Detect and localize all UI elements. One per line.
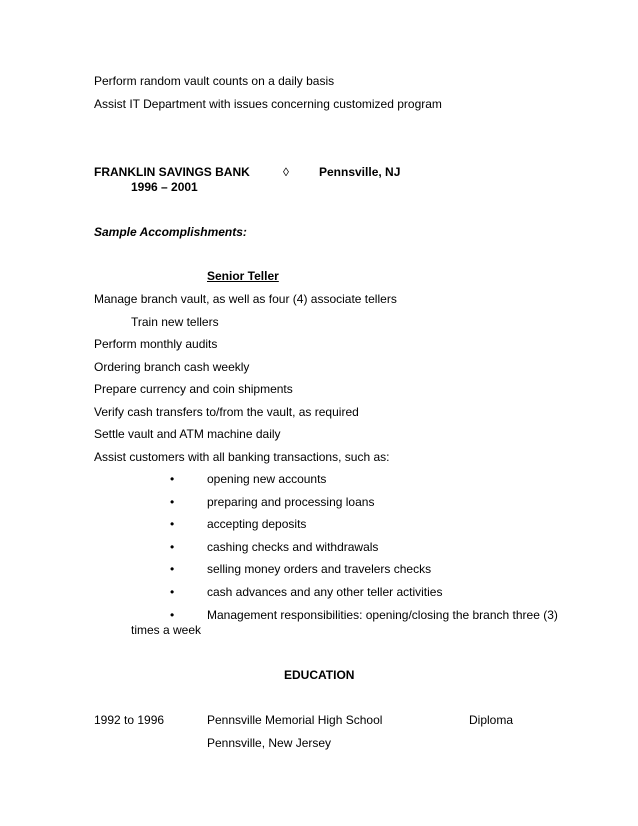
employer-name: FRANKLIN SAVINGS BANK [94, 165, 250, 179]
education-heading: EDUCATION [284, 668, 355, 682]
bullet-icon: • [170, 517, 175, 531]
bullet-icon: • [170, 495, 175, 509]
employer-location: Pennsville, NJ [319, 165, 401, 179]
duty-line: Manage branch vault, as well as four (4) associate tellers [94, 292, 397, 306]
separator-diamond-icon: ◊ [283, 165, 289, 179]
accomplishments-heading: Sample Accomplishments: [94, 225, 247, 239]
bullet-continuation: times a week [131, 623, 202, 637]
bullet-item: preparing and processing loans [207, 495, 375, 509]
bullet-item: selling money orders and travelers checks [207, 562, 432, 576]
bullet-item: opening new accounts [207, 472, 327, 486]
bullet-icon: • [170, 562, 175, 576]
duty-line: Perform monthly audits [94, 337, 218, 351]
bullet-item: accepting deposits [207, 517, 307, 531]
duty-line: Verify cash transfers to/from the vault, as required [94, 405, 359, 419]
bullet-icon: • [170, 585, 175, 599]
bullet-item: cashing checks and withdrawals [207, 540, 379, 554]
duty-line: Train new tellers [131, 315, 219, 329]
employment-dates: 1996 – 2001 [131, 180, 198, 194]
job-title: Senior Teller [207, 269, 279, 283]
duty-line: Prepare currency and coin shipments [94, 382, 293, 396]
duty-line: Settle vault and ATM machine daily [94, 427, 281, 441]
school-name: Pennsville Memorial High School [207, 713, 383, 727]
bullet-item: Management responsibilities: opening/closing the branch three (3) [207, 608, 558, 622]
duty-line: Ordering branch cash weekly [94, 360, 250, 374]
bullet-icon: • [170, 540, 175, 554]
bullet-icon: • [170, 608, 175, 622]
education-years: 1992 to 1996 [94, 713, 165, 727]
duty-line: Perform random vault counts on a daily basis [94, 74, 335, 88]
bullet-item: cash advances and any other teller activities [207, 585, 443, 599]
duty-line: Assist customers with all banking transactions, such as: [94, 450, 390, 464]
education-credential: Diploma [469, 713, 514, 727]
school-location: Pennsville, New Jersey [207, 736, 332, 750]
duty-line: Assist IT Department with issues concerning customized program [94, 97, 442, 111]
bullet-icon: • [170, 472, 175, 486]
